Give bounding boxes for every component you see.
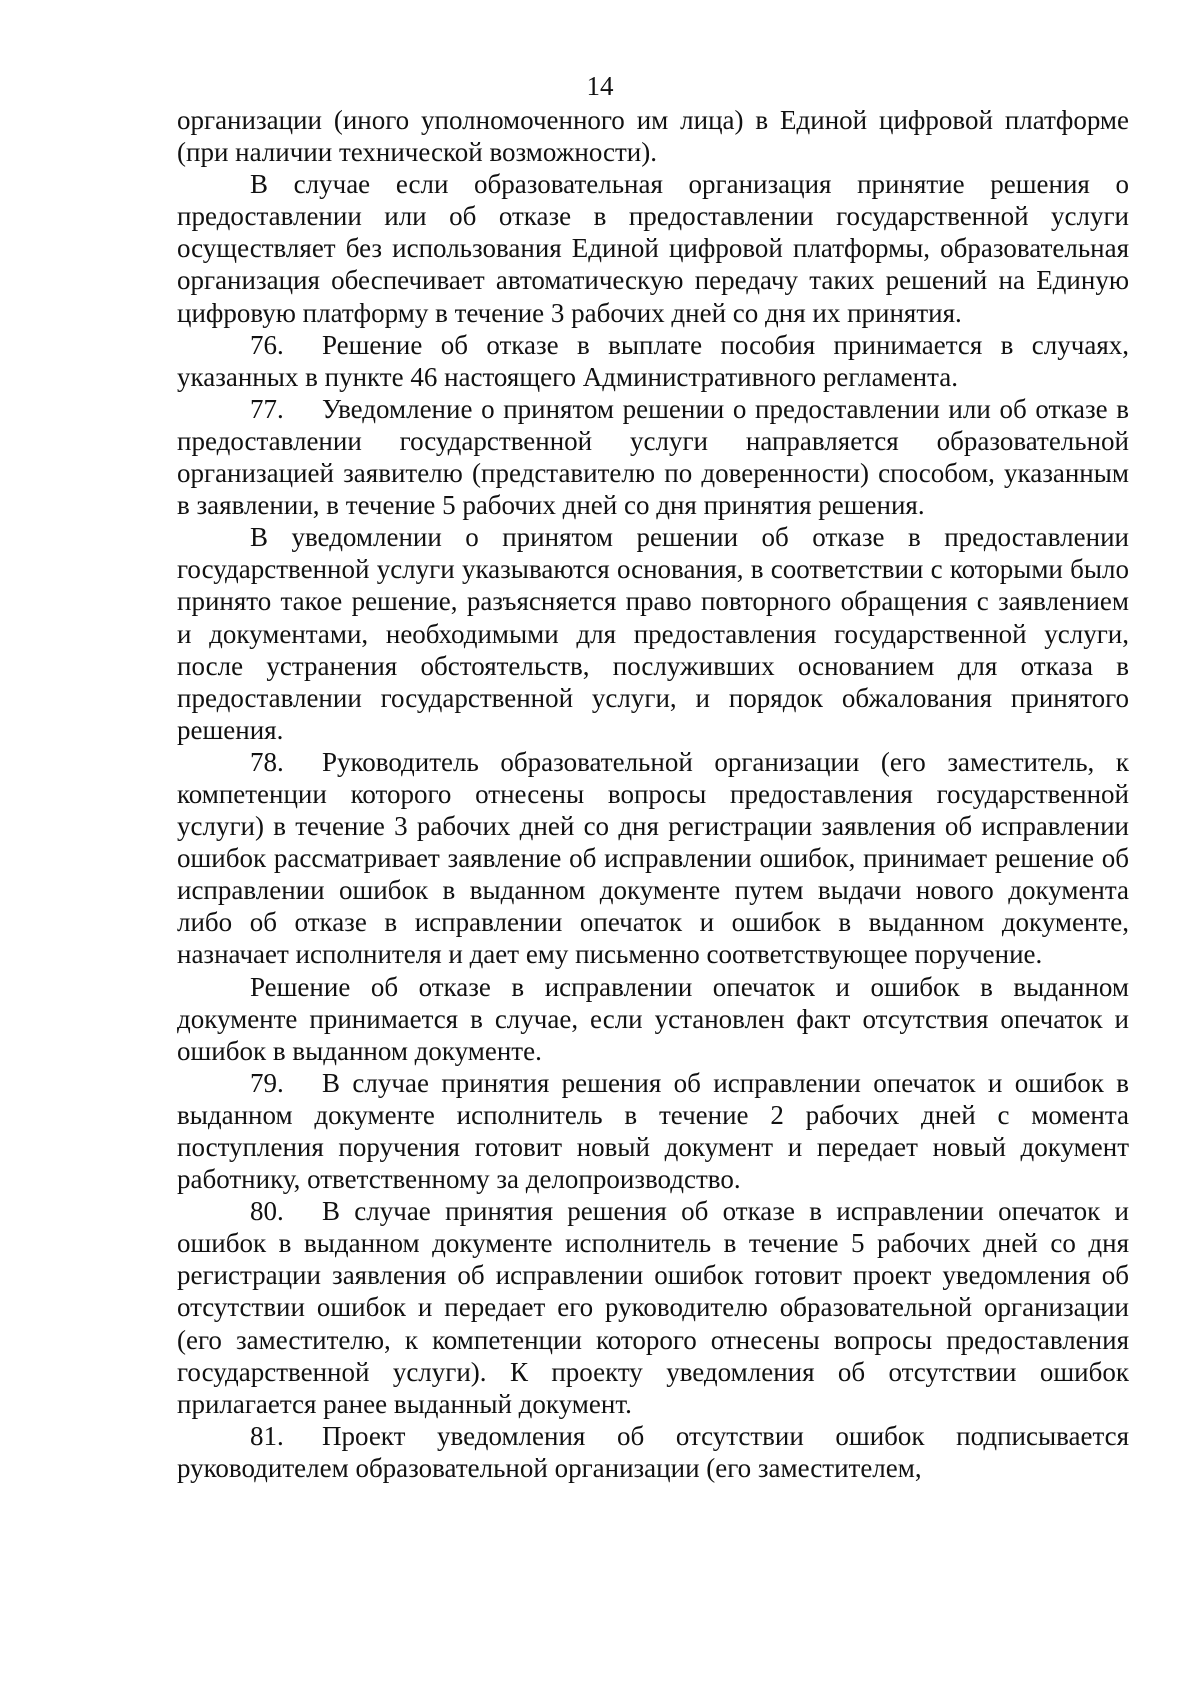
paragraph-text: В случае если образовательная организация принятие решения о предоставлении или об отказе в предоставлении государственной услуги осуществляет без использования Единой цифровой платформы, образовательная организация обеспечивает автоматическую передачу таких решений на Единую цифровую платформу в течение 3 рабочих дней со дня их принятия. xyxy=(177,169,1129,328)
paragraph-81 xyxy=(177,1420,1129,1484)
paragraph-text: организации (иного уполномоченного им лица) в Единой цифровой платформе (при наличии технической возможности). xyxy=(177,105,1129,168)
paragraph-number: 80. xyxy=(250,1196,284,1227)
paragraph-text: Решение об отказе в исправлении опечаток и ошибок в выданном документе принимается в случае, если установлен факт отсутствия опечаток и ошибок в выданном документе. xyxy=(177,971,1129,1066)
paragraph-continuation xyxy=(177,104,1129,168)
paragraph-number: 79. xyxy=(250,1067,284,1098)
paragraph-80 xyxy=(177,1195,1129,1420)
paragraph-text: В уведомлении о принятом решении об отказе в предоставлении государственной услуги указываются основания, в соответствии с которыми было принято такое решение, разъясняется право повторного обращения с заявлением и документами, необходимыми для предоставления государственной услуги, после устранения обстоятельств, послуживших основанием для отказа в предоставлении государственной услуги, и порядок обжалования принятого решения. xyxy=(177,522,1129,745)
page-number: 14 xyxy=(586,71,614,101)
paragraph-79 xyxy=(177,1067,1129,1195)
paragraph-text: Уведомление о принятом решении о предоставлении или об отказе в предоставлении государственной услуги направляется образовательной организацией заявителю (представителю по доверенности) способом, указанным в заявлении, в течение 5 рабочих дней со дня принятия решения. xyxy=(177,393,1129,521)
paragraph-number: 76. xyxy=(250,329,284,360)
paragraph xyxy=(177,168,1129,328)
paragraph-78 xyxy=(177,746,1129,971)
paragraph-text: В случае принятия решения об исправлении опечаток и ошибок в выданном документе исполнитель в течение 2 рабочих дней с момента поступления поручения готовит новый документ и передает новый документ работнику, ответственному за делопроизводство. xyxy=(177,1067,1129,1195)
paragraph-76 xyxy=(177,329,1129,393)
paragraph-77 xyxy=(177,393,1129,521)
paragraph-text: Решение об отказе в выплате пособия принимается в случаях, указанных в пункте 46 настоящего Административного регламента. xyxy=(177,329,1129,392)
paragraph xyxy=(177,521,1129,746)
paragraph-text: В случае принятия решения об отказе в исправлении опечаток и ошибок в выданном документе исполнитель в течение 5 рабочих дней со дня регистрации заявления об исправлении ошибок готовит проект уведомления об отсутствии ошибок и передает его руководителю образовательной организации (его заместителю, к компетенции которого отнесены вопросы предоставления государственной услуги). К проекту уведомления об отсутствии ошибок прилагается ранее выданный документ. xyxy=(177,1196,1129,1419)
paragraph xyxy=(177,971,1129,1067)
paragraph-number: 77. xyxy=(250,393,284,424)
paragraph-text: Проект уведомления об отсутствии ошибок подписывается руководителем образовательной организации (его заместителем, xyxy=(177,1420,1129,1483)
paragraph-text: Руководитель образовательной организации (его заместитель, к компетенции которого отнесены вопросы предоставления государственной услуги) в течение 3 рабочих дней со дня регистрации заявления об исправлении ошибок рассматривает заявление об исправлении ошибок, принимает решение об исправлении ошибок в выданном документе путем выдачи нового документа либо об отказе в исправлении опечаток и ошибок в выданном документе, назначает исполнителя и дает ему письменно соответствующее поручение. xyxy=(177,746,1129,970)
paragraph-number: 81. xyxy=(250,1420,284,1451)
document-body xyxy=(177,104,1129,1484)
paragraph-number: 78. xyxy=(250,746,284,777)
